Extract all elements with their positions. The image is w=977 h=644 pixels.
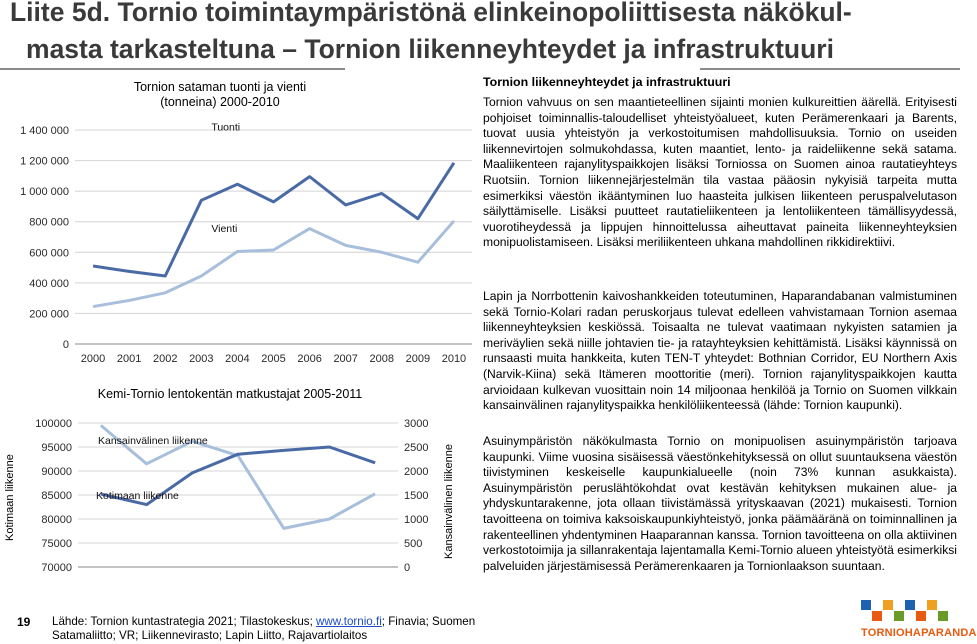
paragraph-1: Tornion vahvuus on sen maantieteellinen sijainti monien kulkureittien äärellä. Erityisesti pohjoiset toiminnallis-taloudelliset yhteistyöalueet, kuten Perämerenkaari ja Barents, tuovat uusia yhteistyön ja verkostoitumisen mahdollisuuksia. Tornio on useiden liikennevirtojen solmukohdassa, kuten maantiet, lento- ja raideliikenne sekä satama. Maaliikenteen rajanylityspaikkojen lisäksi Torniossa on Suomen ainoa rautatieyhteys Ruotsiin. Tornion liikennejärjestelmän tila vastaa pääosin nykyisiä tarpeita mutta esimerkiksi väestön ikääntyminen luo haasteita julkisen liikenteen peruspalvelutason säilyttämiselle. Lisäksi puutteet rautatieliikenteen ja lentoliikenteen tämällisyydessä, vuorotiheydessä ja lippujen hinnoittelussa aiheuttavat paineita liikenneyhteyksien monipuolistamiseen. Lisäksi meriliikenteen uhkana mahdollinen rikkidirektiivi.	[483, 95, 957, 250]
port-ytick-label: 1 400 000	[20, 125, 69, 137]
port-xtick-label: 2000	[80, 353, 106, 365]
logo-square	[916, 611, 926, 621]
title-rule-left	[0, 68, 345, 70]
air-ytick-right-label: 3000	[404, 418, 429, 430]
air-ytick-left-label: 80000	[41, 514, 72, 526]
air-series-label-0: Kansainvälinen liikenne	[98, 435, 208, 447]
title-line-1: Liite 5d. Tornio toimintaympäristönä elinkeinopoliittisesta näkökul-	[10, 0, 852, 27]
logo-square	[894, 611, 904, 621]
port-series-label-1: Vienti	[211, 222, 238, 235]
page-number: 19	[17, 615, 31, 629]
paragraph-3: Asuinympäristön näkökulmasta Tornio on monipuolisen asuinympäristön tarjoava kaupunki. Viime vuosina sisäisessä väestönkehityksessä on ollut suuntauksena väestön tiivistyminen keskeiselle kaupunkialueelle (noin 73% kunnan asukkaista). Asuinympäristön peruslähtökohdat ovat kestävän kehityksen mukainen alue- ja yhdyskuntarakenne, jota ollaan tiivistämässä yrityskaavan (2021) mukaisesti. Tornion tavoitteena on toimiva kaksoiskaupunkiyhteistyö, jonka päämääränä on toiminnallinen ja rakenteellinen yhdentyminen Haaparannan kanssa. Tornion tavoitteena on olla aktiivinen verkostotoimija ja sillanrakentaja lajentamalla Kemi-Tornio alueen yhteistyötä esimerkiksi palveluiden järjestämisessä Perämerenkaaren ja Tornionlaakson suuntaan.	[483, 434, 957, 573]
air-ytick-right-label: 0	[404, 562, 411, 574]
port-series-line-0	[93, 163, 454, 276]
air-ytick-left-label: 85000	[41, 490, 72, 502]
port-xtick-label: 2007	[333, 353, 358, 365]
source-note	[52, 615, 475, 643]
port-xtick-label: 2004	[225, 353, 250, 365]
port-xtick-label: 2003	[189, 353, 214, 365]
air-ytick-left-label: 70000	[41, 562, 72, 574]
page-title	[10, 0, 955, 68]
port-ytick-label: 1 200 000	[20, 155, 69, 168]
logo-square	[883, 600, 893, 610]
section-heading: Tornion liikenneyhteydet ja infrastruktuuri	[483, 75, 731, 89]
air-ytick-right-label: 1500	[404, 490, 429, 502]
paragraph-2: Lapin ja Norrbottenin kaivoshankkeiden toteutuminen, Haparandabanan valmistuminen sekä Tornio-Kolari radan peruskorjaus tulevat edelleen vahvistamaan Tornion asemaa liikenneyhteyksien keskiössä. Toisaalta ne tulevat vaatimaan nykyisten satamien ja meriväylien sekä niille johtavien tie- ja ratayhteyksien kehittämistä. Lisäksi käynnissä on runsaasti muita hankkeita, kuten TEN-T yhteydet: Bothnian Corridor, EU Northern Axis (Narvik-Kiina) sekä Itämeren moottoritie (meri). Tornion rajanylityspaikkojen kautta arvioidaan kulkevan vuosittain noin 14 miljoonaa henkilöä ja Tornio on Suomen vilkkain kansainvälinen rajanylityspaikka henkilöliikenteessä (lähde: Tornion kaupunki).	[483, 289, 957, 413]
air-ytick-left-label: 95000	[41, 442, 72, 454]
logo-square	[927, 600, 937, 610]
port-chart	[0, 112, 480, 377]
port-series-line-1	[93, 221, 454, 307]
logo-text: TORNIOHAPARANDA	[861, 627, 977, 639]
left-axis-label: Kotimaan liikenne	[4, 454, 16, 541]
torniohaparanda-logo	[803, 596, 977, 641]
port-ytick-label: 1 000 000	[20, 186, 69, 199]
right-axis-label: Kansainvälinen liikenne	[443, 444, 455, 559]
air-ytick-right-label: 500	[404, 538, 423, 550]
port-xtick-label: 2008	[369, 353, 395, 365]
airport-chart	[0, 405, 480, 605]
air-series-label-1: Kotimaan liikenne	[96, 490, 179, 502]
port-ytick-label: 400 000	[29, 277, 69, 290]
port-xtick-label: 2009	[405, 353, 431, 365]
logo-square	[872, 611, 882, 621]
air-ytick-left-label: 75000	[41, 538, 72, 550]
logo-square	[861, 600, 871, 610]
airport-chart-title: Kemi-Tornio lentokentän matkustajat 2005-2011	[97, 387, 363, 401]
port-series-label-0: Tuonti	[211, 121, 241, 134]
air-ytick-right-label: 2500	[404, 442, 429, 454]
port-ytick-label: 0	[62, 339, 69, 351]
source-prefix: Lähde: Tornion kuntastrategia 2021; Tilastokeskus;	[52, 615, 317, 628]
port-xtick-label: 2006	[297, 353, 322, 365]
air-ytick-left-label: 100000	[35, 418, 72, 430]
source-link[interactable]: www.tornio.fi	[316, 615, 382, 628]
logo-square	[905, 600, 915, 610]
air-ytick-left-label: 90000	[41, 466, 72, 478]
logo-mark	[803, 596, 953, 628]
port-chart-title: Tornion sataman tuonti ja vienti (tonneina) 2000-2010	[133, 80, 307, 109]
source-rest: ; Finavia; Suomen	[381, 615, 476, 628]
air-ytick-right-label: 1000	[404, 514, 429, 526]
port-ytick-label: 600 000	[29, 247, 69, 260]
port-xtick-label: 2010	[441, 353, 467, 365]
title-line-2: masta tarkasteltuna – Tornion liikenneyhteydet ja infrastruktuuri	[26, 34, 834, 64]
port-xtick-label: 2002	[152, 353, 178, 365]
port-xtick-label: 2005	[261, 353, 286, 365]
port-xtick-label: 2001	[116, 353, 142, 365]
logo-square	[938, 611, 948, 621]
port-ytick-label: 200 000	[29, 308, 69, 321]
port-ytick-label: 800 000	[29, 216, 69, 229]
source-line-2: Satamaliitto; VR; Liikennevirasto; Lapin Liitto, Rajavartiolaitos	[52, 629, 368, 642]
air-ytick-right-label: 2000	[404, 466, 429, 478]
title-rule-right	[700, 68, 960, 70]
